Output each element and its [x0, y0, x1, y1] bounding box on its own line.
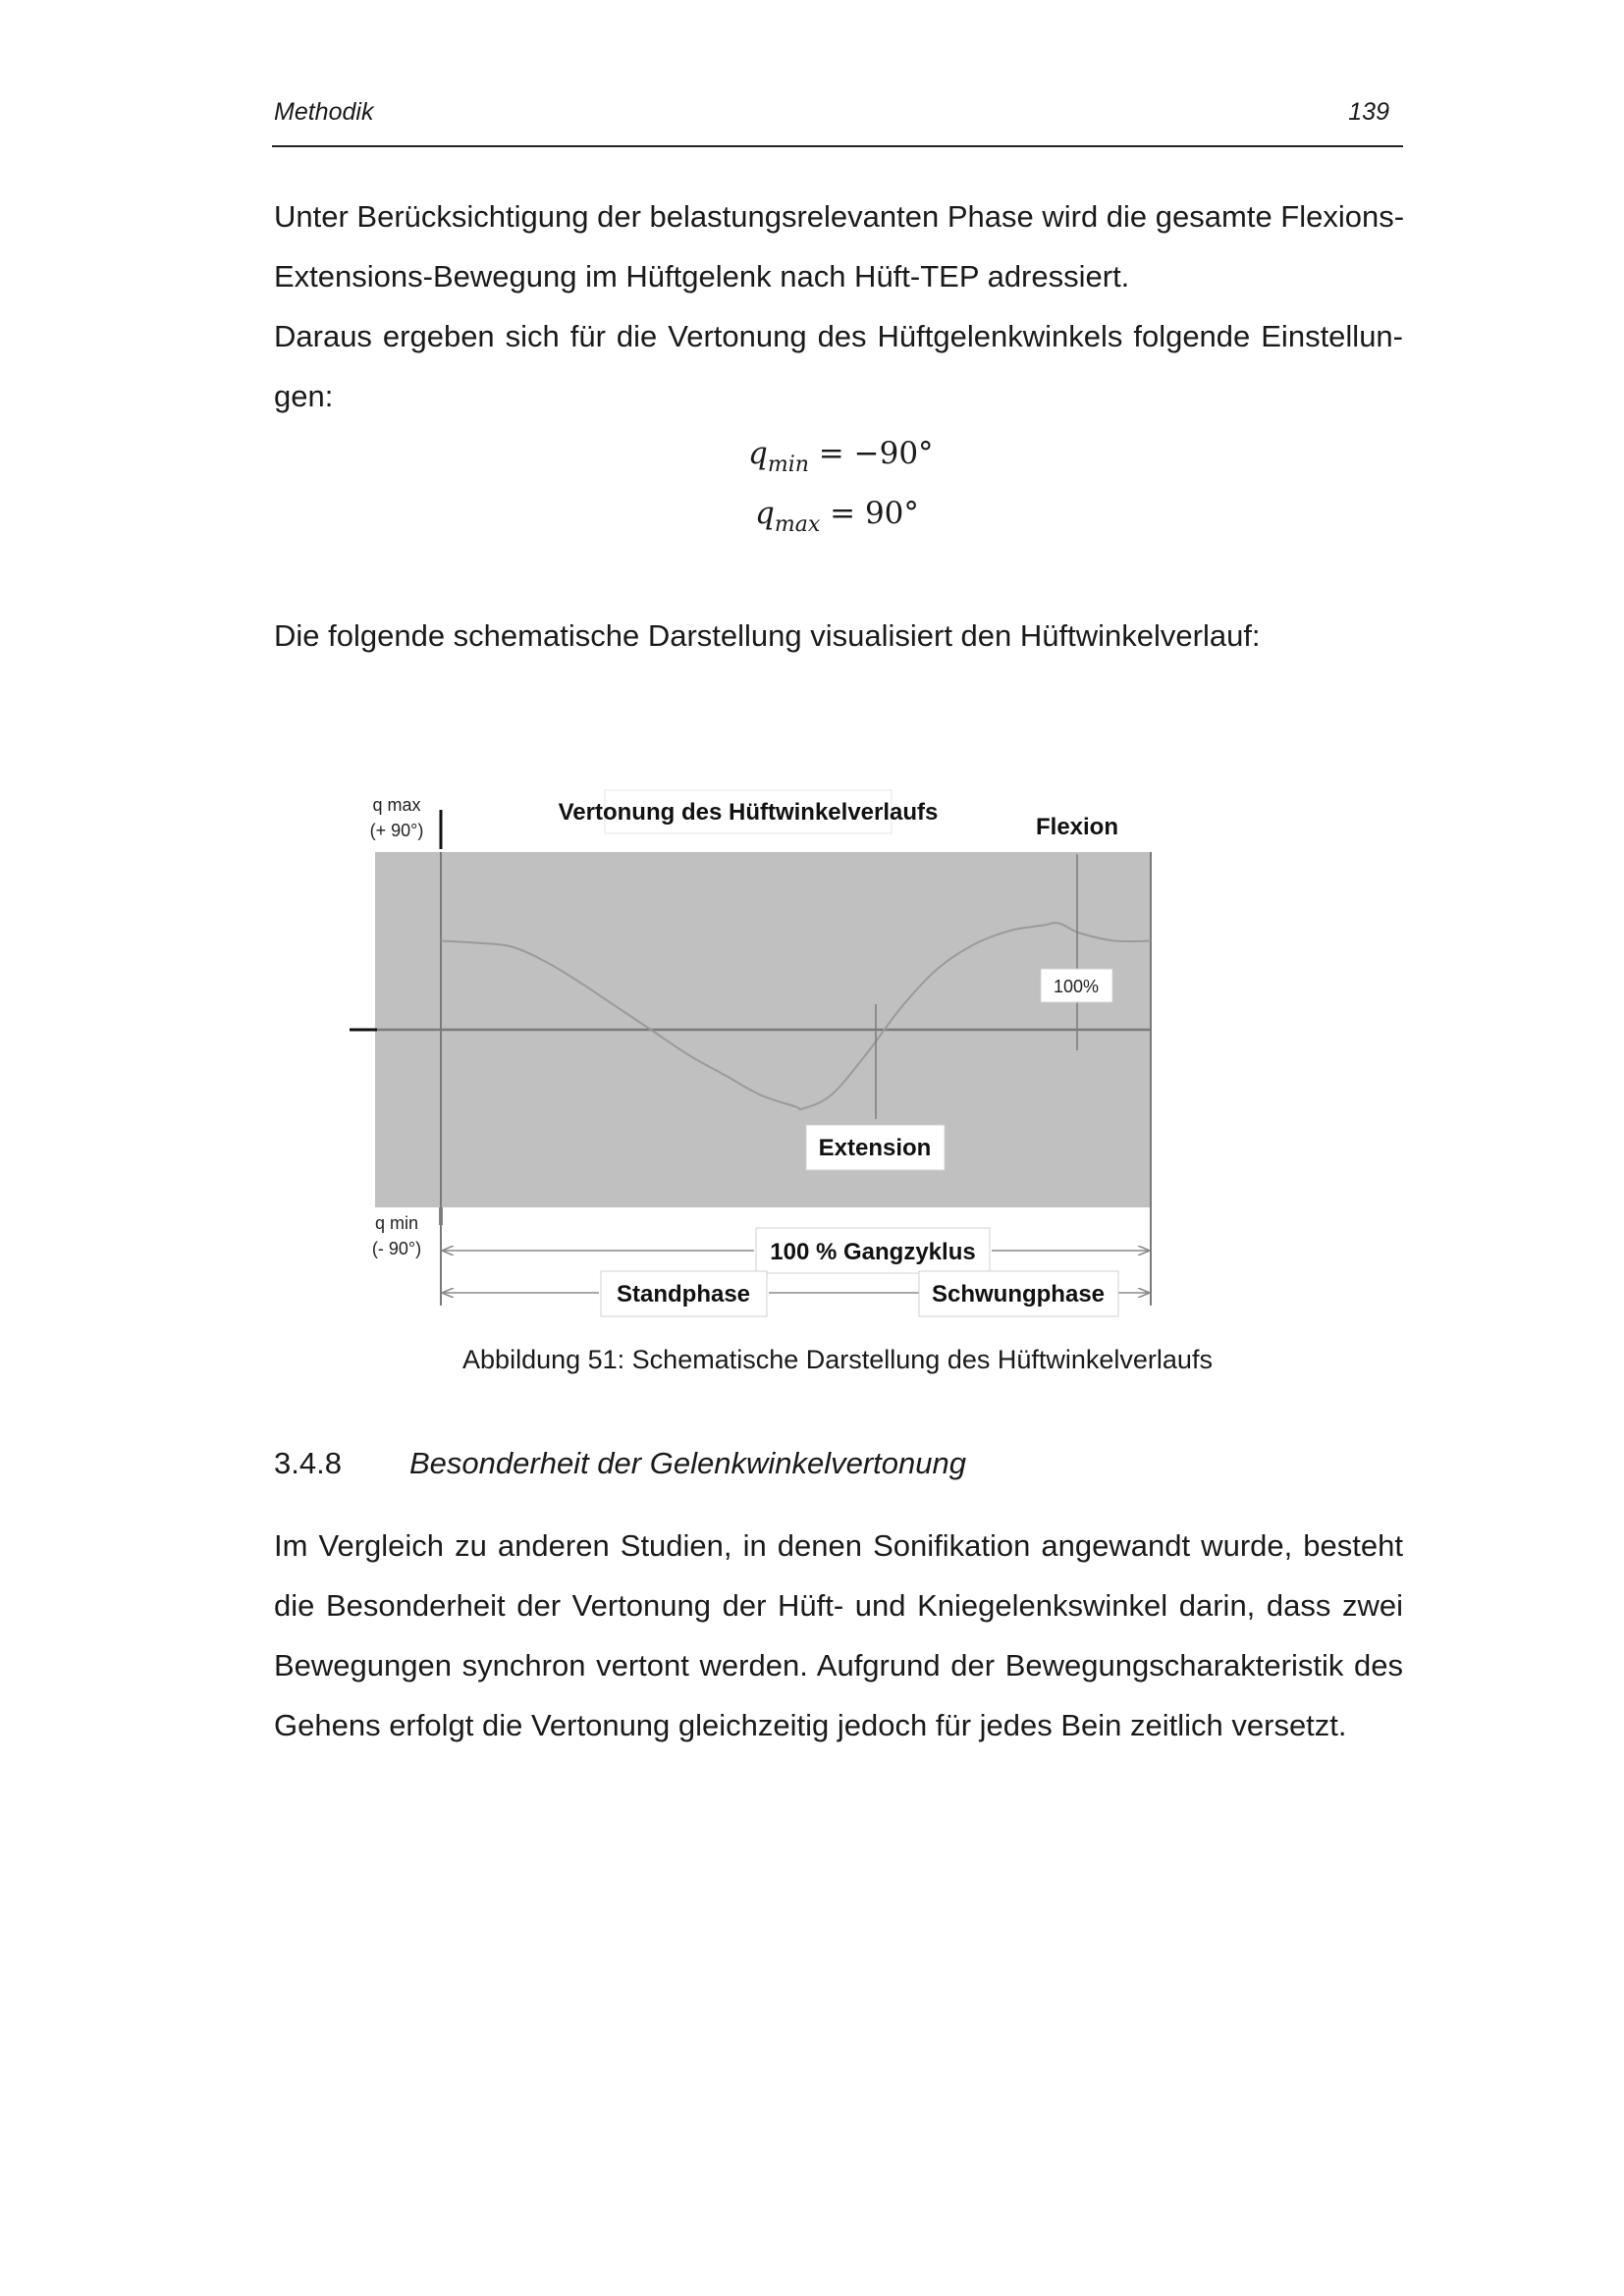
peak-badge: 100% [1053, 977, 1100, 996]
page-number: 139 [1348, 98, 1389, 126]
text-line: Unter Berücksichtigung der belastungsrelevanten Phase wird die gesamte Flexions- [274, 199, 1405, 234]
text-line: Die folgende schematische Darstellung visualisiert den Hüftwinkelverlauf: [274, 618, 1261, 653]
figure-title: Vertonung des Hüftwinkelverlaufs [558, 799, 939, 826]
formula-subscript: max [774, 512, 821, 537]
section-number: 3.4.8 [274, 1446, 342, 1480]
y-bottom-label: q min [374, 1213, 419, 1233]
y-top-label: q max [372, 795, 421, 815]
text-line: Gehens erfolgt die Vertonung gleichzeitig jedoch für jedes Bein zeitlich versetzt. [274, 1708, 1347, 1742]
stance-label: Standphase [616, 1281, 751, 1308]
swing-label: Schwungphase [931, 1281, 1106, 1308]
y-top-value: (+ 90°) [369, 821, 424, 840]
text-line: Daraus ergeben sich für die Vertonung des Hüftgelenkwinkels folgende Einstellun- [274, 319, 1403, 353]
running-title: Methodik [274, 98, 374, 126]
formula-qmin [748, 436, 934, 477]
hip-angle-figure [334, 775, 1316, 1325]
hip-angle-chart [334, 775, 1316, 1325]
extension-label: Extension [818, 1135, 932, 1161]
text-line: gen: [274, 379, 334, 413]
text-line: die Besonderheit der Vertonung der Hüft- und Kniegelenkswinkel darin, dass zwei [274, 1588, 1403, 1623]
cycle-label: 100 % Gangzyklus [770, 1239, 976, 1265]
y-bottom-value: (- 90°) [371, 1239, 422, 1258]
section-title: Besonderheit der Gelenkwinkelvertonung [409, 1446, 966, 1480]
text-line: Extensions-Bewegung im Hüftgelenk nach Hüft-TEP adressiert. [274, 259, 1130, 294]
formula-rhs: = −90° [818, 436, 934, 471]
figure-caption: Abbildung 51: Schematische Darstellung des Hüftwinkelverlaufs [462, 1345, 1213, 1374]
text-line: Im Vergleich zu anderen Studien, in denen Sonifikation angewandt wurde, besteht [274, 1528, 1403, 1563]
formula-rhs: = 90° [830, 496, 919, 531]
formula-subscript: min [767, 453, 809, 477]
page-header [272, 98, 1403, 147]
formula-symbol: q [748, 436, 768, 471]
section-body-paragraph [274, 1516, 1403, 1755]
text-line: Bewegungen synchron vertont werden. Aufgrund der Bewegungscharakteristik des [274, 1648, 1403, 1682]
formula-symbol: q [755, 496, 775, 531]
intro-paragraph [274, 187, 1403, 426]
section-heading [274, 1446, 966, 1481]
formula-qmax [755, 496, 919, 537]
figure-intro-paragraph [274, 606, 1403, 666]
flexion-label: Flexion [1035, 814, 1119, 840]
